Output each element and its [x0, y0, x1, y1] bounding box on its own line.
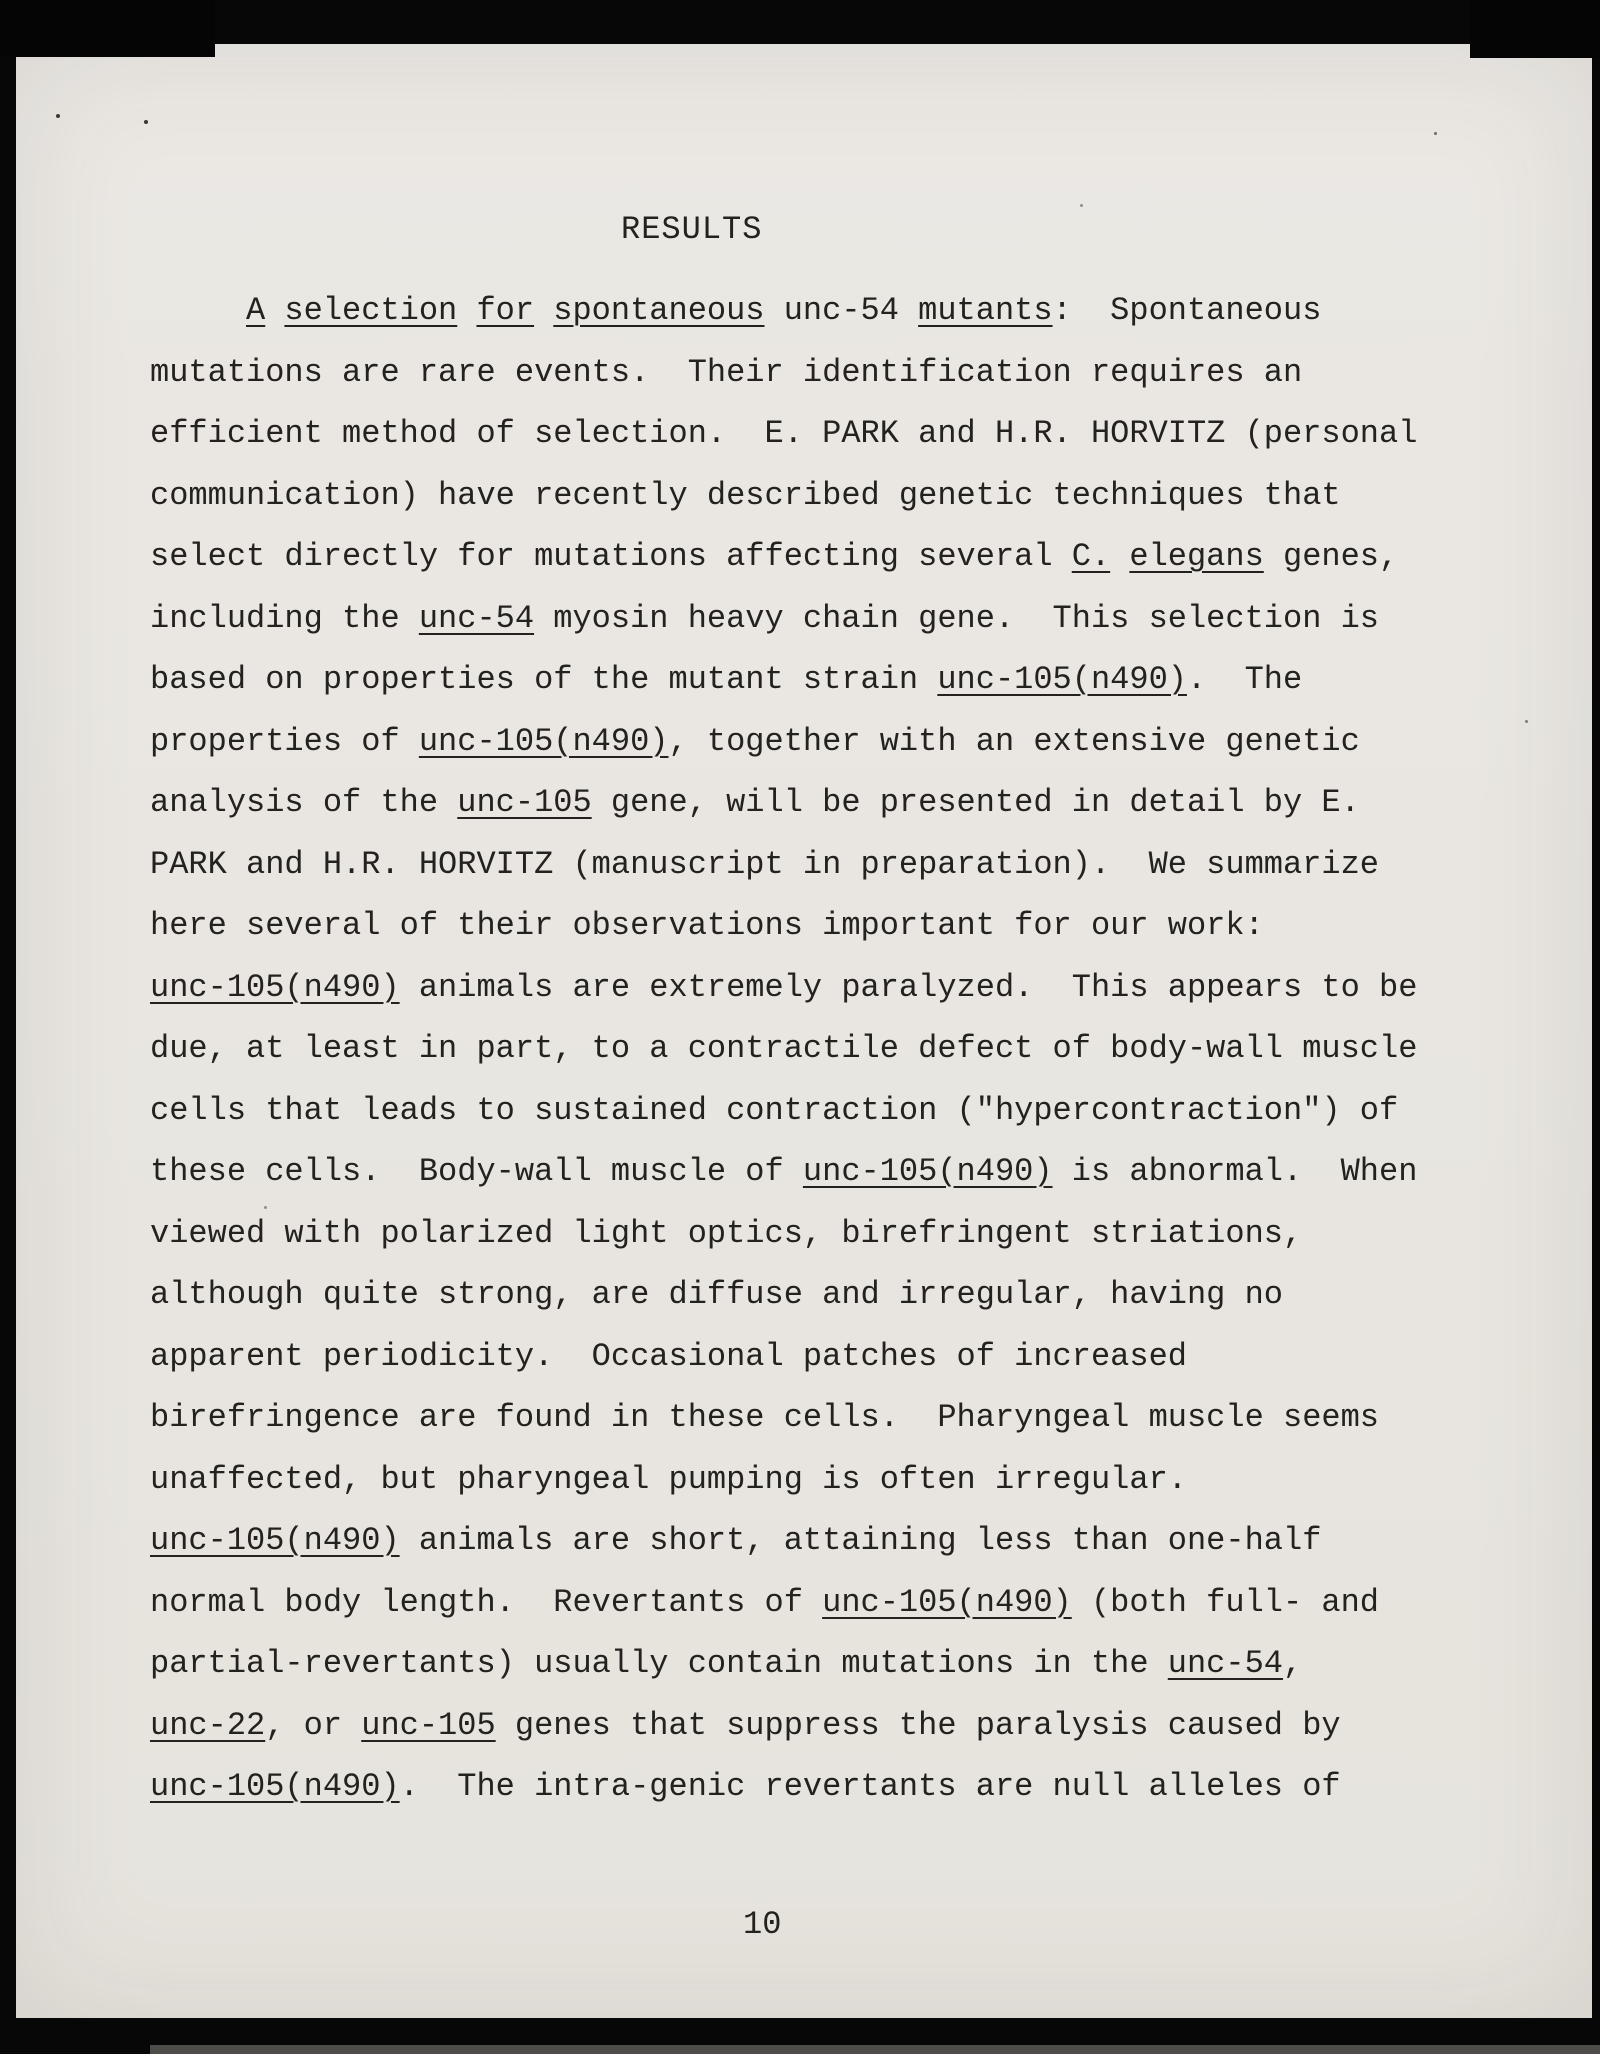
underlined-text: unc-105(n490)	[822, 1583, 1072, 1621]
plain-text: is abnormal. When	[1052, 1153, 1418, 1190]
plain-text: , or	[265, 1706, 362, 1744]
text-line	[150, 342, 1417, 404]
plain-text	[457, 292, 476, 329]
underlined-text: unc-105	[361, 1706, 496, 1744]
scan-border-corner-top-left	[0, 0, 215, 57]
underlined-text: unc-54	[418, 599, 535, 637]
plain-text: : Spontaneous	[1052, 292, 1322, 329]
underlined-text: elegans	[1129, 538, 1264, 575]
plain-text: communication) have recently described genetic techniques that	[150, 476, 1341, 514]
plain-text: genes that suppress the paralysis caused by	[495, 1706, 1341, 1744]
underlined-text: unc-54	[1167, 1645, 1283, 1682]
scan-bed-edge	[150, 2045, 1600, 2054]
plain-text: cells that leads to sustained contraction ("hypercontraction") of	[150, 1091, 1399, 1129]
underlined-text: unc-105(n490)	[150, 968, 400, 1006]
plain-text: here several of their observations important for our work:	[150, 907, 1264, 944]
text-line	[150, 1633, 1417, 1695]
plain-text: analysis of the	[150, 784, 458, 821]
scan-speck	[1080, 204, 1083, 207]
text-line	[150, 1695, 1417, 1757]
text-line	[150, 1756, 1417, 1818]
underlined-text: unc-105(n490)	[937, 661, 1187, 698]
underlined-text: for	[476, 292, 535, 329]
plain-text: PARK and H.R. HORVITZ (manuscript in preparation). We summarize	[150, 845, 1379, 883]
scan-speck	[264, 1206, 267, 1209]
underlined-text: unc-105(n490)	[802, 1153, 1053, 1190]
text-line	[150, 403, 1417, 465]
scan-speck	[1525, 720, 1528, 723]
plain-text: based on properties of the mutant strain	[150, 661, 938, 698]
text-line	[150, 1080, 1417, 1142]
text-line	[150, 588, 1417, 650]
plain-text: . The	[1186, 661, 1303, 698]
underlined-text: unc-105(n490)	[418, 722, 669, 760]
text-line	[150, 834, 1417, 896]
scan-speck	[1434, 132, 1437, 135]
text-line	[150, 772, 1417, 834]
plain-text	[534, 292, 553, 329]
scan-border-corner-top-right	[1470, 0, 1600, 58]
text-line	[150, 1018, 1417, 1080]
plain-text: apparent periodicity. Occasional patches of increased	[150, 1337, 1187, 1375]
text-line	[150, 649, 1417, 711]
text-line	[150, 280, 1417, 342]
plain-text: animals are short, attaining less than one-half	[399, 1522, 1322, 1559]
underlined-text: unc-105	[457, 784, 592, 821]
underlined-text: selection	[284, 292, 458, 329]
plain-text: these cells. Body-wall muscle of	[150, 1153, 803, 1190]
text-line	[150, 1203, 1417, 1265]
plain-text: (both full- and	[1071, 1583, 1379, 1621]
plain-text: including the	[150, 599, 419, 637]
plain-text: birefringence are found in these cells. Pharyngeal muscle seems	[150, 1399, 1379, 1436]
plain-text: ,	[1282, 1645, 1303, 1682]
body-lines	[150, 280, 1417, 1818]
underlined-text: unc-105(n490)	[150, 1768, 400, 1805]
plain-text: gene, will be presented in detail by E.	[591, 784, 1360, 821]
plain-text: genes,	[1263, 538, 1399, 575]
paper-sheet	[16, 44, 1592, 2018]
text-line	[150, 1510, 1417, 1572]
plain-text: myosin heavy chain gene. This selection is	[534, 599, 1379, 637]
plain-text: . The intra-genic revertants are null alleles of	[399, 1768, 1341, 1805]
text-line	[150, 1572, 1417, 1634]
plain-text: properties of	[150, 722, 419, 760]
plain-text: although quite strong, are diffuse and irregular, having no	[150, 1276, 1283, 1313]
underlined-text: C.	[1071, 538, 1111, 575]
plain-text: animals are extremely paralyzed. This appears to be	[399, 968, 1418, 1006]
section-title: RESULTS	[621, 211, 763, 248]
underlined-text: spontaneous	[553, 292, 765, 329]
text-line	[150, 465, 1417, 527]
scan-speck	[144, 120, 148, 124]
plain-text: due, at least in part, to a contractile defect of body-wall muscle	[150, 1030, 1418, 1067]
text-line	[150, 895, 1417, 957]
plain-text	[150, 292, 246, 329]
text-line	[150, 1387, 1417, 1449]
text-line	[150, 1449, 1417, 1511]
underlined-text: A	[246, 292, 266, 329]
plain-text: partial-revertants) usually contain mutations in the	[150, 1645, 1168, 1682]
plain-text: select directly for mutations affecting several	[150, 538, 1072, 575]
scan-speck	[56, 114, 60, 118]
text-line	[150, 957, 1417, 1019]
plain-text: unaffected, but pharyngeal pumping is often irregular.	[150, 1460, 1187, 1498]
underlined-text: unc-105(n490)	[150, 1522, 400, 1559]
plain-text: , together with an extensive genetic	[668, 722, 1360, 760]
text-line	[150, 1326, 1417, 1388]
text-line	[150, 1264, 1417, 1326]
text-line	[150, 526, 1417, 588]
plain-text: normal body length. Revertants of	[150, 1583, 823, 1621]
plain-text: mutations are rare events. Their identification requires an	[150, 353, 1303, 391]
page-number: 10	[743, 1906, 782, 1943]
text-line	[150, 1141, 1417, 1203]
plain-text	[1110, 538, 1129, 575]
plain-text: unc-54	[764, 292, 919, 329]
text-line	[150, 711, 1417, 773]
plain-text: viewed with polarized light optics, birefringent striations,	[150, 1214, 1303, 1252]
plain-text: efficient method of selection. E. PARK and H.R. HORVITZ (personal	[150, 415, 1418, 452]
underlined-text: unc-22	[150, 1706, 266, 1744]
plain-text	[265, 292, 284, 329]
underlined-text: mutants	[918, 292, 1053, 329]
